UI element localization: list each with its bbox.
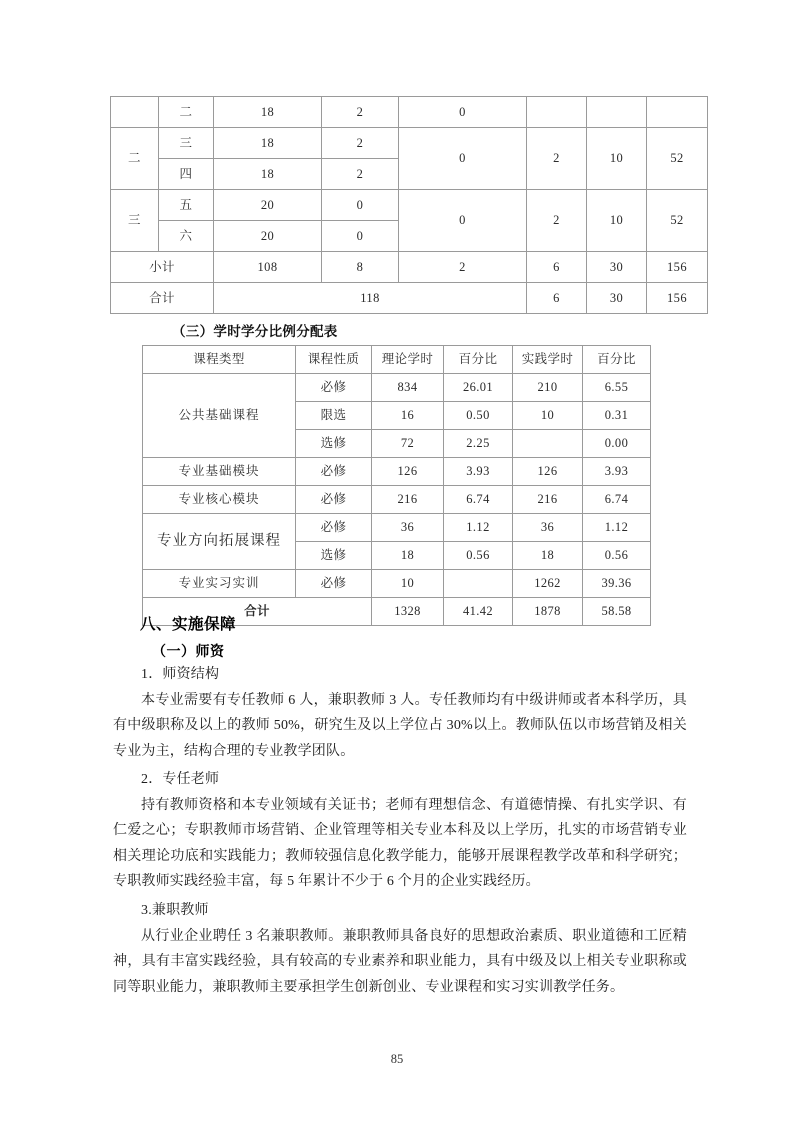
cell-hours: 20	[214, 221, 322, 252]
cell-practice	[513, 430, 583, 458]
table-row-subtotal	[111, 252, 708, 283]
cell-course-type: 专业方向拓展课程	[143, 514, 296, 570]
cell-theory: 1328	[372, 598, 444, 626]
col-header-type: 课程类型	[143, 346, 296, 374]
cell-course-type: 专业基础模块	[143, 458, 296, 486]
table-row	[143, 570, 651, 598]
cell-theory-pct: 0.50	[444, 402, 513, 430]
cell-col6: 6	[527, 283, 587, 314]
cell-theory-pct: 6.74	[444, 486, 513, 514]
cell-credits: 8	[322, 252, 399, 283]
cell-subtotal-label: 小计	[111, 252, 214, 283]
cell-practice: 210	[513, 374, 583, 402]
cell-col5: 0	[399, 128, 527, 190]
credits-ratio-table	[142, 345, 651, 626]
part-time-teachers-block	[113, 898, 687, 1000]
cell-theory-pct: 3.93	[444, 458, 513, 486]
full-time-teachers-block	[113, 767, 687, 895]
cell-nature: 限选	[296, 402, 372, 430]
cell-total-label: 合计	[143, 598, 372, 626]
cell-theory-pct	[444, 570, 513, 598]
cell-credits: 2	[322, 97, 399, 128]
cell-nature: 必修	[296, 486, 372, 514]
cell-year: 二	[111, 128, 159, 190]
cell-practice-pct: 0.00	[583, 430, 651, 458]
cell-col6: 2	[527, 190, 587, 252]
table-row	[143, 458, 651, 486]
cell-term: 六	[159, 221, 214, 252]
cell-practice-pct: 6.74	[583, 486, 651, 514]
cell-course-type: 公共基础课程	[143, 374, 296, 458]
cell-col7	[587, 97, 647, 128]
cell-practice: 18	[513, 542, 583, 570]
cell-practice-pct: 58.58	[583, 598, 651, 626]
cell-practice-pct: 1.12	[583, 514, 651, 542]
cell-col8: 156	[647, 283, 708, 314]
cell-practice-pct: 0.56	[583, 542, 651, 570]
cell-practice-pct: 3.93	[583, 458, 651, 486]
cell-total-merged: 118	[214, 283, 527, 314]
cell-nature: 必修	[296, 514, 372, 542]
part-time-teachers-heading: 3.兼职教师	[141, 903, 209, 918]
full-time-teachers-paragraph: 持有教师资格和本专业领域有关证书；老师有理想信念、有道德情操、有扎实学识、有仁爱之心；专职教师市场营销、企业管理等相关专业本科及以上学历，扎实的市场营销专业相关理论功底和实践能力；教师较强信息化教学能力，能够开展课程教学改革和科学研究；专职教师实践经验丰富，每 5 年累计不少于 6 个月的企业实践经历。	[113, 797, 687, 890]
cell-term: 三	[159, 128, 214, 159]
col-header-theory-pct: 百分比	[444, 346, 513, 374]
cell-col5: 0	[399, 97, 527, 128]
cell-course-type: 专业核心模块	[143, 486, 296, 514]
schedule-table	[110, 96, 708, 314]
cell-theory-pct: 26.01	[444, 374, 513, 402]
cell-practice-pct: 6.55	[583, 374, 651, 402]
table-row	[111, 190, 708, 221]
cell-practice: 36	[513, 514, 583, 542]
cell-practice: 216	[513, 486, 583, 514]
cell-nature: 选修	[296, 542, 372, 570]
cell-nature: 必修	[296, 458, 372, 486]
cell-total-label: 合计	[111, 283, 214, 314]
col-header-theory: 理论学时	[372, 346, 444, 374]
table-row	[111, 128, 708, 159]
cell-col6	[527, 97, 587, 128]
cell-nature: 选修	[296, 430, 372, 458]
cell-hours: 20	[214, 190, 322, 221]
cell-nature: 必修	[296, 570, 372, 598]
cell-hours: 18	[214, 159, 322, 190]
page-number: 85	[390, 1052, 404, 1066]
cell-theory: 16	[372, 402, 444, 430]
cell-term: 五	[159, 190, 214, 221]
full-time-teachers-heading: 2．专任老师	[141, 772, 220, 787]
cell-col7: 10	[587, 190, 647, 252]
teacher-structure-block	[113, 662, 687, 764]
cell-theory: 126	[372, 458, 444, 486]
table-row	[143, 514, 651, 542]
cell-hours: 108	[214, 252, 322, 283]
cell-practice-pct: 39.36	[583, 570, 651, 598]
cell-credits: 0	[322, 190, 399, 221]
cell-hours: 18	[214, 97, 322, 128]
cell-practice-pct: 0.31	[583, 402, 651, 430]
cell-practice: 126	[513, 458, 583, 486]
cell-credits: 0	[322, 221, 399, 252]
cell-col6: 6	[527, 252, 587, 283]
section-heading: 八、实施保障	[140, 616, 237, 633]
col-header-nature: 课程性质	[296, 346, 372, 374]
table-row	[111, 97, 708, 128]
section-subheading: （一）师资	[152, 643, 225, 659]
cell-theory: 72	[372, 430, 444, 458]
cell-theory-pct: 2.25	[444, 430, 513, 458]
cell-col8: 156	[647, 252, 708, 283]
cell-credits: 2	[322, 159, 399, 190]
cell-theory: 36	[372, 514, 444, 542]
cell-col7: 10	[587, 128, 647, 190]
cell-col7: 30	[587, 283, 647, 314]
cell-course-type: 专业实习实训	[143, 570, 296, 598]
cell-year	[111, 97, 159, 128]
cell-theory-pct: 1.12	[444, 514, 513, 542]
table-row	[143, 486, 651, 514]
cell-theory: 18	[372, 542, 444, 570]
cell-col7: 30	[587, 252, 647, 283]
table-header-row	[143, 346, 651, 374]
table-row	[143, 374, 651, 402]
cell-col8: 52	[647, 128, 708, 190]
cell-col8	[647, 97, 708, 128]
credits-table-caption: （三）学时学分比例分配表	[172, 324, 338, 339]
col-header-practice: 实践学时	[513, 346, 583, 374]
cell-year: 三	[111, 190, 159, 252]
part-time-teachers-paragraph: 从行业企业聘任 3 名兼职教师。兼职教师具备良好的思想政治素质、职业道德和工匠精神，具有丰富实践经验，具有较高的专业素养和职业能力，具有中级及以上相关专业职称或同等职业能力，兼职教师主要承担学生创新创业、专业课程和实习实训教学任务。	[113, 928, 687, 995]
cell-credits: 2	[322, 128, 399, 159]
cell-practice: 1262	[513, 570, 583, 598]
cell-practice: 10	[513, 402, 583, 430]
cell-col8: 52	[647, 190, 708, 252]
cell-term: 四	[159, 159, 214, 190]
cell-theory: 834	[372, 374, 444, 402]
cell-col5: 2	[399, 252, 527, 283]
cell-hours: 18	[214, 128, 322, 159]
cell-theory-pct: 0.56	[444, 542, 513, 570]
cell-practice: 1878	[513, 598, 583, 626]
teacher-structure-paragraph: 本专业需要有专任教师 6 人，兼职教师 3 人。专任教师均有中级讲师或者本科学历，具有中级职称及以上的教师 50%，研究生及以上学位占 30%以上。教师队伍以市场营销及相关专业为主，结构合理的专业教学团队。	[113, 692, 687, 759]
cell-col5: 0	[399, 190, 527, 252]
cell-theory: 216	[372, 486, 444, 514]
cell-theory: 10	[372, 570, 444, 598]
cell-nature: 必修	[296, 374, 372, 402]
table-row-total	[111, 283, 708, 314]
cell-term: 二	[159, 97, 214, 128]
cell-theory-pct: 41.42	[444, 598, 513, 626]
cell-col6: 2	[527, 128, 587, 190]
teacher-structure-heading: 1．师资结构	[141, 667, 220, 682]
col-header-practice-pct: 百分比	[583, 346, 651, 374]
